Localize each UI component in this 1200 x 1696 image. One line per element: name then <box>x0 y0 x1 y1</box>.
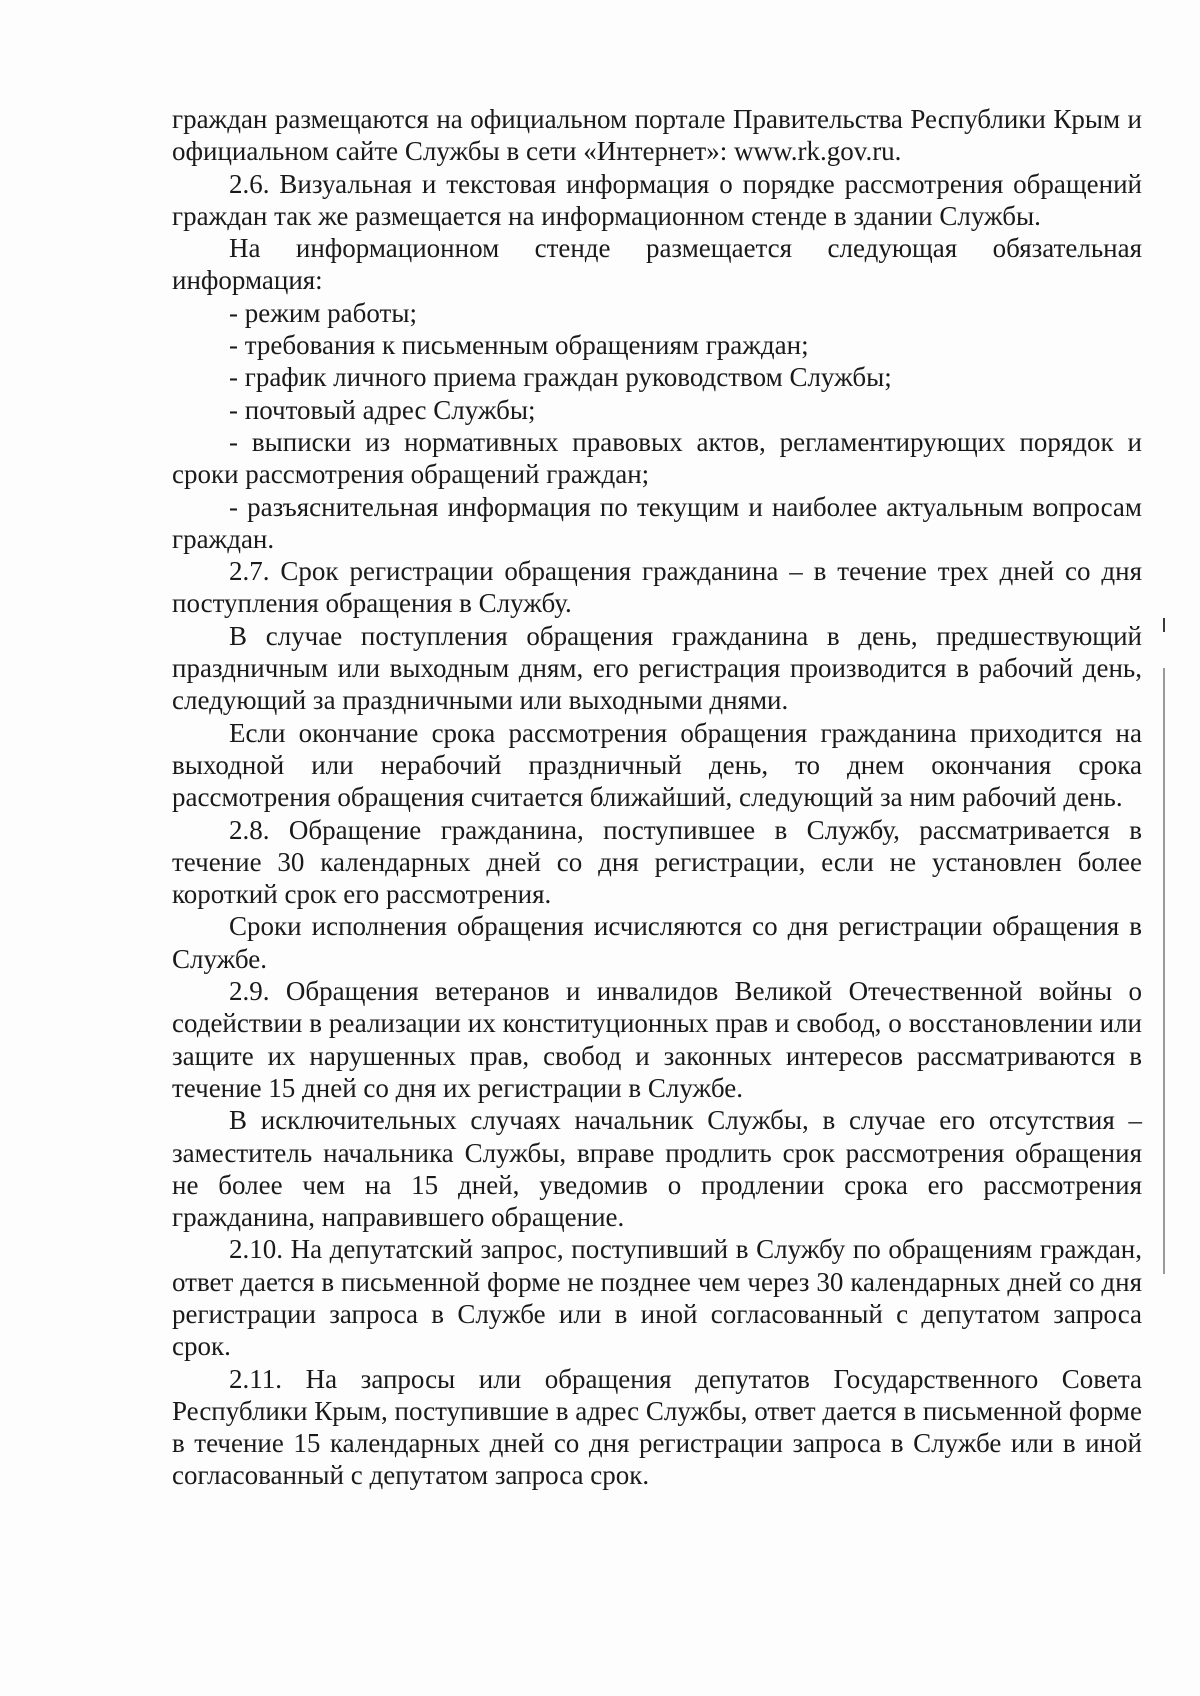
paragraph-terms-execution: Сроки исполнения обращения исчисляются со дня регистрации обращения в Службе. <box>172 911 1142 974</box>
paragraph-holiday-registration: В случае поступления обращения гражданина в день, предшествующий праздничным или выходным дням, его регистрация производится в рабочий день, следующий за праздничными или выходными днями. <box>172 620 1142 716</box>
paragraph-2-10: 2.10. На депутатский запрос, поступивший в Службу по обращениям граждан, ответ дается в письменной форме не позднее чем через 30 календарных дней со дня регистрации запроса в Службе или в иной согласованный с депутатом запроса срок. <box>172 1234 1142 1362</box>
paragraph-deadline-holiday: Если окончание срока рассмотрения обращения гражданина приходится на выходной или нерабочий праздничный день, то днем окончания срока рассмотрения обращения считается ближайший, следующий за ним рабочий день. <box>172 717 1142 813</box>
list-item-address: - почтовый адрес Службы; <box>229 394 536 425</box>
paragraph-stand-info: На информационном стенде размещается следующая обязательная информация: <box>172 233 1142 296</box>
paragraph-extension: В исключительных случаях начальник Службы, в случае его отсутствия – заместитель начальника Службы, вправе продлить срок рассмотрения обращения не более чем на 15 дней, уведомив о продлении срока его рассмотрения гражданина, направившего обращение. <box>172 1105 1142 1233</box>
paragraph-2-8: 2.8. Обращение гражданина, поступившее в Службу, рассматривается в течение 30 календарных дней со дня регистрации, если не установлен более короткий срок его рассмотрения. <box>172 814 1142 910</box>
paragraph-2-9: 2.9. Обращения ветеранов и инвалидов Великой Отечественной войны о содействии в реализации их конституционных прав и свобод, о восстановлении или защите их нарушенных прав, свобод и законных интересов рассматриваются в течение 15 дней со дня их регистрации в Службе. <box>172 976 1142 1103</box>
scan-artifact-mark-upper <box>1163 618 1165 632</box>
document-body <box>172 103 1142 1492</box>
list-item-schedule: - график личного приема граждан руководством Службы; <box>229 362 892 393</box>
list-item-explanatory: - разъяснительная информация по текущим и наиболее актуальным вопросам граждан. <box>172 491 1142 554</box>
paragraph-2-6: 2.6. Визуальная и текстовая информация о порядке рассмотрения обращений граждан так же размещается на информационном стенде в здании Службы. <box>172 168 1142 231</box>
paragraph-2-7: 2.7. Срок регистрации обращения гражданина – в течение трех дней со дня поступления обращения в Службу. <box>172 556 1142 619</box>
list-item-extracts: - выписки из нормативных правовых актов, регламентирующих порядок и сроки рассмотрения обращений граждан; <box>172 426 1142 490</box>
paragraph-intro: граждан размещаются на официальном портале Правительства Республики Крым и официальном сайте Службы в сети «Интернет»: www.rk.gov.ru. <box>172 104 1142 167</box>
list-item-work-mode: - режим работы; <box>229 297 417 328</box>
paragraph-2-11: 2.11. На запросы или обращения депутатов Государственного Совета Республики Крым, поступившие в адрес Службы, ответ дается в письменной форме в течение 15 календарных дней со дня регистрации запроса в Службе или в иной согласованный с депутатом запроса срок. <box>172 1363 1142 1491</box>
list-item-requirements: - требования к письменным обращениям граждан; <box>229 330 809 361</box>
scan-artifact-mark-lower <box>1163 668 1165 1274</box>
